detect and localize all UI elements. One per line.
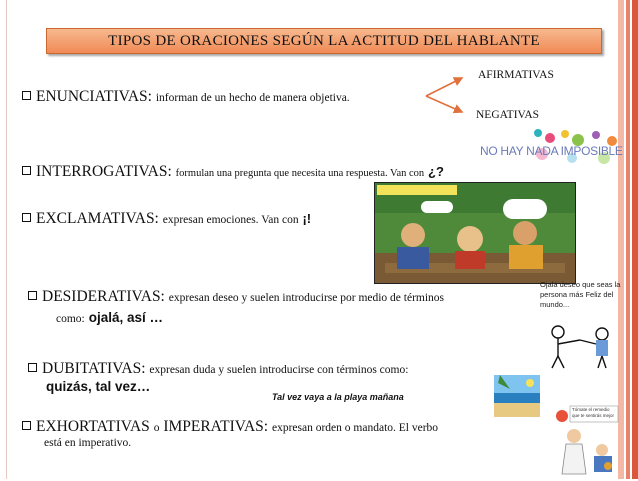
item-name: EXCLAMATIVAS: [36,210,159,227]
speech-bubble [421,201,453,213]
motivational-image [472,128,624,168]
comic-image [374,182,576,284]
item-dubitativas [28,360,408,378]
speech-bubble [503,199,547,219]
item-desiderativas [28,288,444,306]
item-description: informan de un hecho de manera objetiva. [155,92,350,104]
item-description: formulan una pregunta que necesita una respuesta. Van con [175,168,425,179]
checkbox-bullet-icon [28,291,37,300]
connector: o [153,422,160,434]
checkbox-bullet-icon [22,421,31,430]
item-name: ENUNCIATIVAS: [36,88,152,105]
stick-figures-icon [540,280,624,372]
branch-negativas: NEGATIVAS [476,109,540,121]
arrow-down-icon [426,96,462,112]
item-description: expresan duda y suelen introducirse con términos como: [149,364,409,376]
question-signs: ¿? [428,164,444,179]
item-exhortativas [22,418,438,436]
dubitativas-examples: quizás, tal vez… [46,379,151,394]
item-name-2: IMPERATIVAS: [163,418,269,435]
examples: ojalá, así … [88,310,164,325]
checkbox-bullet-icon [22,166,31,175]
examples-prefix: como: [56,313,85,325]
wish-image [540,280,624,372]
item-description: expresan deseo y suelen introducirse por medio de términos [168,292,445,304]
item-description: expresan emociones. Van con [162,214,299,226]
desiderativas-line2 [56,309,163,327]
beach-image [494,375,540,417]
branch-arrows [422,70,482,120]
item-name: EXHORTATIVAS [36,418,150,435]
slide-title: TIPOS DE ORACIONES SEGÚN LA ACTITUD DEL HABLANTE [46,28,602,54]
right-border-stripe [632,0,638,479]
beach-caption: Tal vez vaya a la playa mañana [272,392,404,402]
nurse-image [556,402,620,476]
exclamation-signs: ¡! [302,211,312,226]
image-text: NO HAY NADA IMPOSIBLE [480,144,623,158]
item-name: DUBITATIVAS: [42,360,146,377]
checkbox-bullet-icon [22,213,31,222]
item-interrogativas [22,163,444,181]
item-description: expresan orden o mandato. El verbo [271,422,439,434]
checkbox-bullet-icon [28,363,37,372]
item-name: DESIDERATIVAS: [42,288,165,305]
arrow-up-icon [426,78,462,96]
nurse-note: Tómate el remedio que te sentirás mejor [572,407,615,418]
exhortativas-line2: está en imperativo. [44,437,132,449]
right-border-stripe [626,0,630,479]
item-exclamativas [22,210,311,228]
left-border-line [6,0,7,479]
comic-scene-icon [375,183,575,283]
item-name: INTERROGATIVAS: [36,163,172,180]
branch-afirmativas: AFIRMATIVAS [478,69,554,81]
beach-scene-icon [494,375,540,417]
item-enunciativas [22,88,350,106]
wish-bubble-text: Ojalá deseo que seas la persona más Feliz del mundo... [540,280,621,309]
checkbox-bullet-icon [22,91,31,100]
